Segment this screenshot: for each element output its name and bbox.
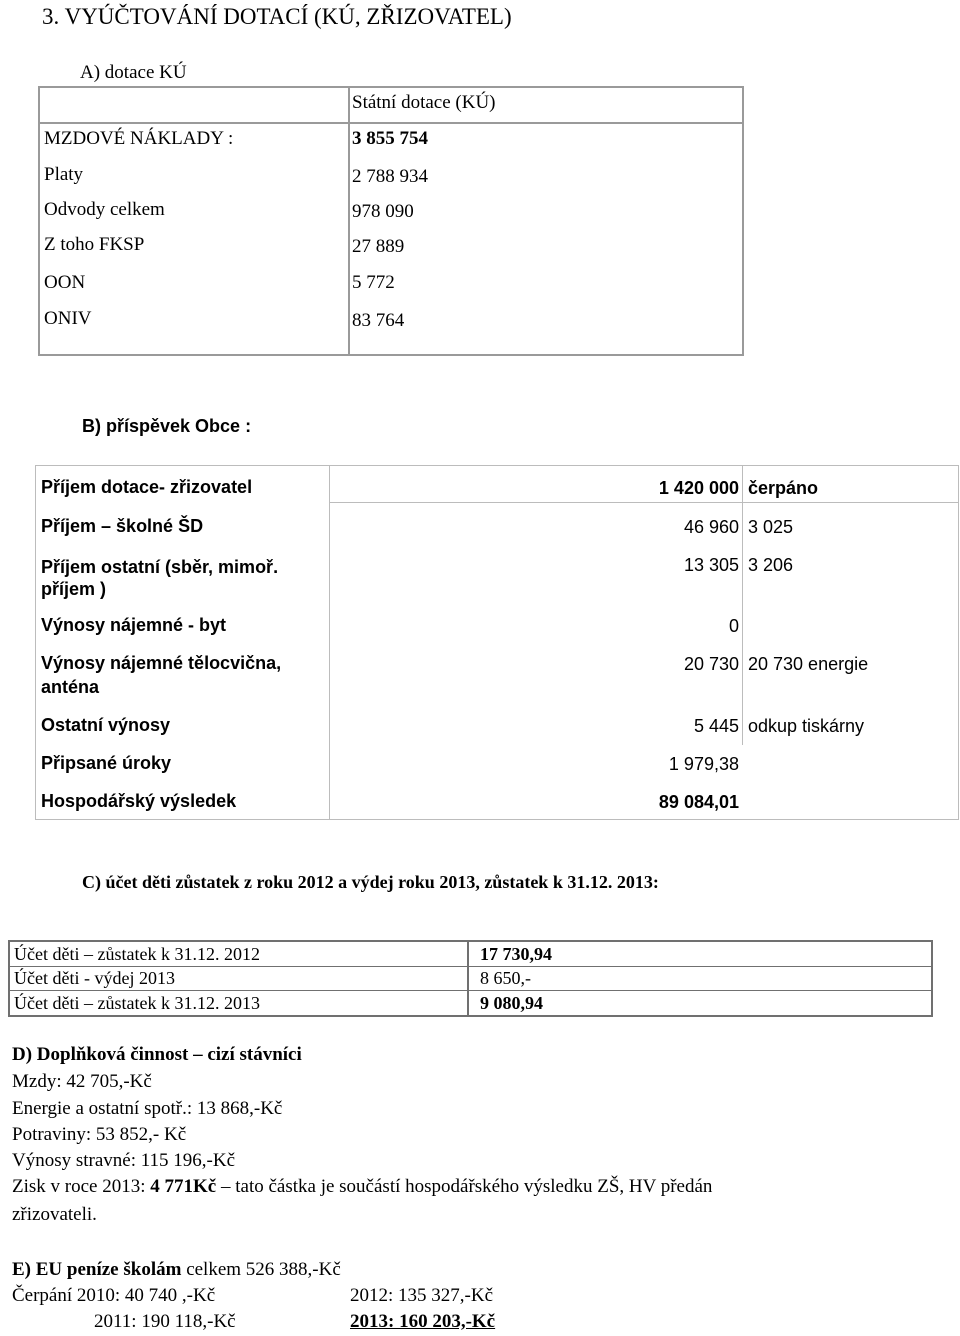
table-row-label: Příjem dotace- zřizovatel [41, 477, 253, 497]
list-item: Energie a ostatní spotř.: 13 868,-Kč [12, 1098, 283, 1119]
section-d-heading: D) Doplňková činnost – cizí stávníci [12, 1044, 302, 1065]
table-row-value: 1 420 000 [658, 478, 739, 498]
drawdown-2012: 2012: 135 327,-Kč [350, 1285, 494, 1306]
table-row-label: MZDOVÉ NÁKLADY : [44, 128, 234, 149]
row-divider [40, 122, 742, 124]
table-row-note: odkup tiskárny [748, 716, 865, 736]
table-row-label: Z toho FKSP [44, 234, 145, 255]
table-row-label: Příjem – školné ŠD [41, 516, 204, 536]
table-row-label: Platy [44, 164, 84, 185]
table-row-value: 13 305 [683, 555, 739, 575]
drawdown-2011: 2011: 190 118,-Kč [94, 1311, 236, 1332]
table-row-label: Hospodářský výsledek [41, 791, 237, 811]
table-row-label: OON [44, 272, 86, 293]
table-row-value: 8 650,- [480, 968, 531, 988]
table-row-value: 27 889 [352, 236, 405, 257]
column-divider [467, 942, 469, 1015]
section-e-total: celkem 526 388,-Kč [181, 1259, 341, 1280]
profit-suffix: – tato částka je součástí hospodářského výsledku ZŠ, HV předán [216, 1176, 713, 1197]
table-row-note: čerpáno [748, 478, 819, 498]
table-row-label: Výnosy nájemné - byt [41, 615, 227, 635]
table-row-note: 3 206 [748, 555, 794, 575]
column-header: Státní dotace (KÚ) [352, 92, 496, 113]
table-row-label-line1: Příjem ostatní (sběr, mimoř. [41, 557, 279, 577]
subsidy-ku-table [38, 86, 744, 356]
table-row-value: 83 764 [352, 310, 405, 331]
municipal-contribution-table [35, 465, 959, 820]
section-b-heading: B) příspěvek Obce : [82, 416, 252, 436]
profit-value: 4 771Kč [150, 1176, 217, 1197]
table-row-value: 20 730 [683, 654, 739, 674]
table-row-value: 5 445 [693, 716, 739, 736]
table-row-label: Ostatní výnosy [41, 715, 171, 735]
column-divider [329, 466, 330, 819]
list-item: Mzdy: 42 705,-Kč [12, 1071, 152, 1092]
column-divider [348, 88, 350, 354]
table-row-value: 5 772 [352, 272, 395, 293]
row-divider [10, 966, 931, 967]
table-row-value: 978 090 [352, 201, 414, 222]
table-row-value: 2 788 934 [352, 166, 428, 187]
table-row-label-line2: příjem ) [41, 579, 107, 599]
list-item: Potraviny: 53 852,- Kč [12, 1124, 187, 1145]
section-c-heading: C) účet děti zůstatek z roku 2012 a výdej roku 2013, zůstatek k 31.12. 2013: [82, 872, 659, 892]
drawdown-2013: 2013: 160 203,-Kč [350, 1311, 496, 1332]
table-row-label: Připsané úroky [41, 753, 172, 773]
table-row-note: 3 025 [748, 517, 794, 537]
list-item: Výnosy stravné: 115 196,-Kč [12, 1150, 236, 1171]
table-row-value: 89 084,01 [658, 792, 739, 812]
table-row-value: 17 730,94 [480, 944, 552, 964]
page-title: 3. VYÚČTOVÁNÍ DOTACÍ (KÚ, ZŘIZOVATEL) [42, 4, 512, 29]
table-row-value: 0 [728, 616, 739, 636]
table-row-value: 9 080,94 [480, 993, 543, 1013]
table-row-label-line2: anténa [41, 677, 100, 697]
table-row-value: 3 855 754 [352, 128, 428, 149]
table-row-label: ONIV [44, 308, 92, 329]
row-divider [743, 502, 959, 503]
table-row-note: 20 730 energie [748, 654, 869, 674]
table-row-value: 1 979,38 [668, 754, 739, 774]
drawdown-2010: Čerpání 2010: 40 740 ,-Kč [12, 1285, 216, 1306]
section-a-heading: A) dotace KÚ [80, 62, 187, 83]
child-account-table [8, 940, 933, 1017]
row-divider [10, 990, 931, 991]
table-row-value: 46 960 [683, 517, 739, 537]
row-divider [329, 502, 743, 503]
profit-prefix: Zisk v roce 2013: [12, 1176, 151, 1197]
section-e-heading-line [12, 1259, 341, 1281]
section-e-heading: E) EU peníze školám [12, 1259, 182, 1280]
column-divider [742, 466, 743, 745]
table-row-label: Účet děti - výdej 2013 [14, 968, 175, 988]
table-row-label: Účet děti – zůstatek k 31.12. 2012 [14, 944, 260, 964]
table-row-label: Odvody celkem [44, 199, 165, 220]
profit-line [12, 1176, 712, 1198]
table-row-label-line1: Výnosy nájemné tělocvična, [41, 653, 282, 673]
table-row-label: Účet děti – zůstatek k 31.12. 2013 [14, 993, 260, 1013]
profit-line-continued: zřizovateli. [12, 1204, 97, 1225]
